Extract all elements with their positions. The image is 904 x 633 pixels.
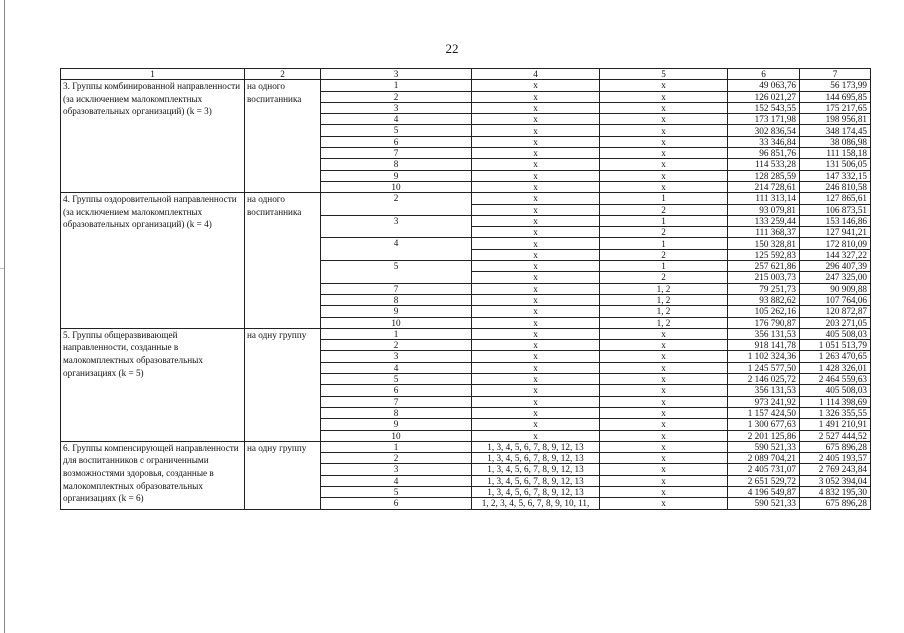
cell-col5: 2 — [600, 227, 728, 238]
cell-col5: x — [600, 441, 728, 452]
cell-value-col6: 302 836,54 — [728, 125, 800, 136]
cell-value-col6: 2 201 125,86 — [728, 430, 800, 441]
row-number: 5 — [321, 486, 472, 497]
cell-value-col6: 590 521,33 — [728, 441, 800, 452]
cell-col4: x — [472, 181, 600, 192]
cell-col5: 1 — [600, 261, 728, 272]
cell-value-col7: 675 896,28 — [800, 498, 871, 509]
column-header: 4 — [472, 69, 600, 80]
cell-col4: x — [472, 227, 600, 238]
cell-col4: x — [472, 283, 600, 294]
cell-value-col6: 257 621,86 — [728, 261, 800, 272]
cell-value-col7: 405 508,03 — [800, 385, 871, 396]
cell-col5: x — [600, 475, 728, 486]
cell-col5: x — [600, 407, 728, 418]
cell-col5: x — [600, 419, 728, 430]
row-number: 7 — [321, 148, 472, 159]
cell-col4: x — [472, 272, 600, 283]
table-header-row — [61, 69, 871, 80]
cell-col5: x — [600, 430, 728, 441]
group-unit: на одного воспитанника — [245, 80, 321, 193]
row-number: 10 — [321, 430, 472, 441]
row-number: 10 — [321, 181, 472, 192]
row-number: 2 — [321, 340, 472, 351]
cell-col5: x — [600, 374, 728, 385]
cell-col4: x — [472, 114, 600, 125]
cell-col4: x — [472, 249, 600, 260]
page-edge-line — [4, 0, 5, 633]
cell-value-col6: 1 102 324,36 — [728, 351, 800, 362]
cell-value-col6: 2 405 731,07 — [728, 464, 800, 475]
row-number: 3 — [321, 102, 472, 113]
row-number: 7 — [321, 396, 472, 407]
cell-value-col7: 38 086,98 — [800, 136, 871, 147]
cell-value-col7: 127 865,61 — [800, 193, 871, 204]
cell-col5: x — [600, 486, 728, 497]
group-description: 6. Группы компенсирующей направленности для воспитанников с ограниченными возможностями здоровья, созданные в малокомплектных образовательных организациях (k = 6) — [61, 441, 245, 509]
cell-col5: 1, 2 — [600, 306, 728, 317]
row-number: 8 — [321, 294, 472, 305]
cell-value-col6: 125 592,83 — [728, 249, 800, 260]
group-description: 4. Группы оздоровительной направленности (за исключением малокомплектных образовательных организаций) (k = 4) — [61, 193, 245, 329]
cell-col5: x — [600, 181, 728, 192]
cell-value-col6: 173 171,98 — [728, 114, 800, 125]
cell-value-col6: 150 328,81 — [728, 238, 800, 249]
cell-value-col7: 296 407,39 — [800, 261, 871, 272]
cell-col4: x — [472, 306, 600, 317]
cell-value-col7: 1 114 398,69 — [800, 396, 871, 407]
cell-value-col7: 675 896,28 — [800, 441, 871, 452]
cell-col5: x — [600, 114, 728, 125]
cell-value-col6: 49 063,76 — [728, 80, 800, 91]
cell-col5: 2 — [600, 272, 728, 283]
cell-value-col6: 590 521,33 — [728, 498, 800, 509]
table-row — [61, 193, 871, 204]
page-edge-tick — [0, 268, 4, 269]
cell-value-col7: 4 832 195,30 — [800, 486, 871, 497]
cell-col5: 1 — [600, 193, 728, 204]
cell-col5: x — [600, 102, 728, 113]
cell-col4: x — [472, 340, 600, 351]
cell-value-col7: 3 052 394,04 — [800, 475, 871, 486]
cell-col5: x — [600, 385, 728, 396]
cell-col4: 1, 2, 3, 4, 5, 6, 7, 8, 9, 10, 11, — [472, 498, 600, 509]
cell-col5: x — [600, 159, 728, 170]
cell-value-col6: 111 368,37 — [728, 227, 800, 238]
cell-col5: 2 — [600, 204, 728, 215]
cell-col4: 1, 3, 4, 5, 6, 7, 8, 9, 12, 13 — [472, 475, 600, 486]
cell-value-col6: 93 882,62 — [728, 294, 800, 305]
cell-col5: x — [600, 464, 728, 475]
cell-value-col6: 356 131,53 — [728, 385, 800, 396]
cell-value-col6: 1 245 577,50 — [728, 362, 800, 373]
cell-col5: x — [600, 91, 728, 102]
row-number: 6 — [321, 385, 472, 396]
cell-value-col7: 246 810,58 — [800, 181, 871, 192]
cell-value-col6: 215 003,73 — [728, 272, 800, 283]
cell-col5: 1, 2 — [600, 283, 728, 294]
cell-col5: 1, 2 — [600, 317, 728, 328]
cell-col5: x — [600, 170, 728, 181]
row-number: 5 — [321, 125, 472, 136]
column-header: 2 — [245, 69, 321, 80]
cell-col5: x — [600, 453, 728, 464]
cell-value-col6: 1 300 677,63 — [728, 419, 800, 430]
cell-col4: x — [472, 159, 600, 170]
row-number: 3 — [321, 351, 472, 362]
cell-value-col6: 126 021,27 — [728, 91, 800, 102]
column-header: 1 — [61, 69, 245, 80]
cell-col4: x — [472, 317, 600, 328]
cell-col5: x — [600, 498, 728, 509]
cell-value-col7: 203 271,05 — [800, 317, 871, 328]
cell-col4: x — [472, 125, 600, 136]
cell-value-col7: 1 263 470,65 — [800, 351, 871, 362]
cell-value-col7: 107 764,06 — [800, 294, 871, 305]
column-header: 7 — [800, 69, 871, 80]
cell-col5: x — [600, 340, 728, 351]
cell-value-col7: 2 527 444,52 — [800, 430, 871, 441]
cell-col5: x — [600, 351, 728, 362]
cell-value-col6: 176 790,87 — [728, 317, 800, 328]
row-number: 5 — [321, 261, 472, 284]
cell-col4: x — [472, 396, 600, 407]
cell-col4: x — [472, 215, 600, 226]
column-header: 5 — [600, 69, 728, 80]
cell-value-col6: 79 251,73 — [728, 283, 800, 294]
group-unit: на одного воспитанника — [245, 193, 321, 329]
cell-col5: x — [600, 396, 728, 407]
cell-value-col7: 1 326 355,55 — [800, 407, 871, 418]
cell-value-col6: 111 313,14 — [728, 193, 800, 204]
cell-value-col7: 144 327,22 — [800, 249, 871, 260]
row-number: 7 — [321, 283, 472, 294]
cell-col5: x — [600, 148, 728, 159]
cell-value-col6: 973 241,92 — [728, 396, 800, 407]
row-number: 9 — [321, 306, 472, 317]
table-row — [61, 328, 871, 339]
cell-value-col7: 2 464 559,63 — [800, 374, 871, 385]
cell-value-col7: 120 872,87 — [800, 306, 871, 317]
cell-value-col6: 33 346,84 — [728, 136, 800, 147]
row-number: 2 — [321, 453, 472, 464]
cell-col5: x — [600, 136, 728, 147]
cell-value-col7: 2 405 193,57 — [800, 453, 871, 464]
column-header: 6 — [728, 69, 800, 80]
cell-value-col6: 114 533,28 — [728, 159, 800, 170]
cell-value-col7: 1 491 210,91 — [800, 419, 871, 430]
row-number: 4 — [321, 114, 472, 125]
group-unit: на одну группу — [245, 441, 321, 509]
cell-value-col7: 111 158,18 — [800, 148, 871, 159]
cell-col5: x — [600, 125, 728, 136]
cell-col5: 1 — [600, 238, 728, 249]
row-number: 10 — [321, 317, 472, 328]
row-number: 3 — [321, 464, 472, 475]
cell-col5: x — [600, 328, 728, 339]
cell-value-col7: 175 217,65 — [800, 102, 871, 113]
cell-value-col7: 348 174,45 — [800, 125, 871, 136]
cell-col4: 1, 3, 4, 5, 6, 7, 8, 9, 12, 13 — [472, 453, 600, 464]
cell-col4: x — [472, 102, 600, 113]
cell-value-col7: 2 769 243,84 — [800, 464, 871, 475]
cell-value-col7: 247 325,00 — [800, 272, 871, 283]
cell-value-col7: 144 695,85 — [800, 91, 871, 102]
row-number: 6 — [321, 136, 472, 147]
row-number: 4 — [321, 238, 472, 261]
cell-value-col6: 918 141,78 — [728, 340, 800, 351]
row-number: 8 — [321, 159, 472, 170]
cell-col4: x — [472, 430, 600, 441]
tariff-table — [60, 68, 871, 510]
cell-value-col7: 172 810,09 — [800, 238, 871, 249]
cell-col4: x — [472, 374, 600, 385]
cell-col4: x — [472, 328, 600, 339]
table-row — [61, 441, 871, 452]
group-description: 5. Группы общеразвивающей направленности, созданные в малокомплектных образовательных организациях (k = 5) — [61, 328, 245, 441]
cell-value-col7: 147 332,15 — [800, 170, 871, 181]
cell-value-col7: 1 051 513,79 — [800, 340, 871, 351]
cell-col4: x — [472, 80, 600, 91]
cell-col4: x — [472, 407, 600, 418]
row-number: 1 — [321, 328, 472, 339]
cell-col4: x — [472, 419, 600, 430]
cell-col4: 1, 3, 4, 5, 6, 7, 8, 9, 12, 13 — [472, 464, 600, 475]
cell-col4: 1, 3, 4, 5, 6, 7, 8, 9, 12, 13 — [472, 441, 600, 452]
group-description: 3. Группы комбинированной направленности (за исключением малокомплектных образовательных организаций) (k = 3) — [61, 80, 245, 193]
cell-col4: x — [472, 148, 600, 159]
cell-col4: x — [472, 238, 600, 249]
row-number: 6 — [321, 498, 472, 509]
page-number: 22 — [445, 41, 459, 56]
cell-col5: 1, 2 — [600, 294, 728, 305]
cell-col4: x — [472, 294, 600, 305]
cell-value-col7: 405 508,03 — [800, 328, 871, 339]
cell-value-col6: 1 157 424,50 — [728, 407, 800, 418]
row-number: 2 — [321, 91, 472, 102]
cell-col4: x — [472, 351, 600, 362]
cell-value-col6: 105 262,16 — [728, 306, 800, 317]
cell-col4: x — [472, 362, 600, 373]
cell-value-col6: 214 728,61 — [728, 181, 800, 192]
cell-col5: 1 — [600, 215, 728, 226]
cell-col4: x — [472, 170, 600, 181]
row-number: 1 — [321, 441, 472, 452]
group-unit: на одну группу — [245, 328, 321, 441]
cell-value-col7: 106 873,51 — [800, 204, 871, 215]
row-number: 1 — [321, 80, 472, 91]
cell-value-col6: 128 285,59 — [728, 170, 800, 181]
cell-value-col6: 96 851,76 — [728, 148, 800, 159]
cell-value-col7: 90 909,88 — [800, 283, 871, 294]
cell-col4: x — [472, 91, 600, 102]
cell-col4: x — [472, 261, 600, 272]
cell-value-col6: 152 543,55 — [728, 102, 800, 113]
cell-value-col7: 198 956,81 — [800, 114, 871, 125]
row-number: 8 — [321, 407, 472, 418]
row-number: 4 — [321, 475, 472, 486]
row-number: 9 — [321, 170, 472, 181]
cell-value-col6: 2 651 529,72 — [728, 475, 800, 486]
cell-col5: x — [600, 362, 728, 373]
cell-col4: x — [472, 385, 600, 396]
table-row — [61, 80, 871, 91]
row-number: 4 — [321, 362, 472, 373]
cell-col4: 1, 3, 4, 5, 6, 7, 8, 9, 12, 13 — [472, 486, 600, 497]
cell-value-col6: 2 089 704,21 — [728, 453, 800, 464]
row-number: 3 — [321, 215, 472, 238]
cell-value-col6: 4 196 549,87 — [728, 486, 800, 497]
cell-col4: x — [472, 136, 600, 147]
cell-col5: x — [600, 80, 728, 91]
cell-value-col6: 356 131,53 — [728, 328, 800, 339]
cell-col4: x — [472, 193, 600, 204]
cell-value-col7: 131 506,05 — [800, 159, 871, 170]
cell-value-col6: 2 146 025,72 — [728, 374, 800, 385]
row-number: 2 — [321, 193, 472, 216]
cell-col5: 2 — [600, 249, 728, 260]
cell-value-col6: 93 079,81 — [728, 204, 800, 215]
cell-value-col7: 153 146,86 — [800, 215, 871, 226]
cell-value-col7: 56 173,99 — [800, 80, 871, 91]
cell-value-col7: 1 428 326,01 — [800, 362, 871, 373]
cell-col4: x — [472, 204, 600, 215]
row-number: 5 — [321, 374, 472, 385]
row-number: 9 — [321, 419, 472, 430]
cell-value-col6: 133 259,44 — [728, 215, 800, 226]
column-header: 3 — [321, 69, 472, 80]
cell-value-col7: 127 941,21 — [800, 227, 871, 238]
